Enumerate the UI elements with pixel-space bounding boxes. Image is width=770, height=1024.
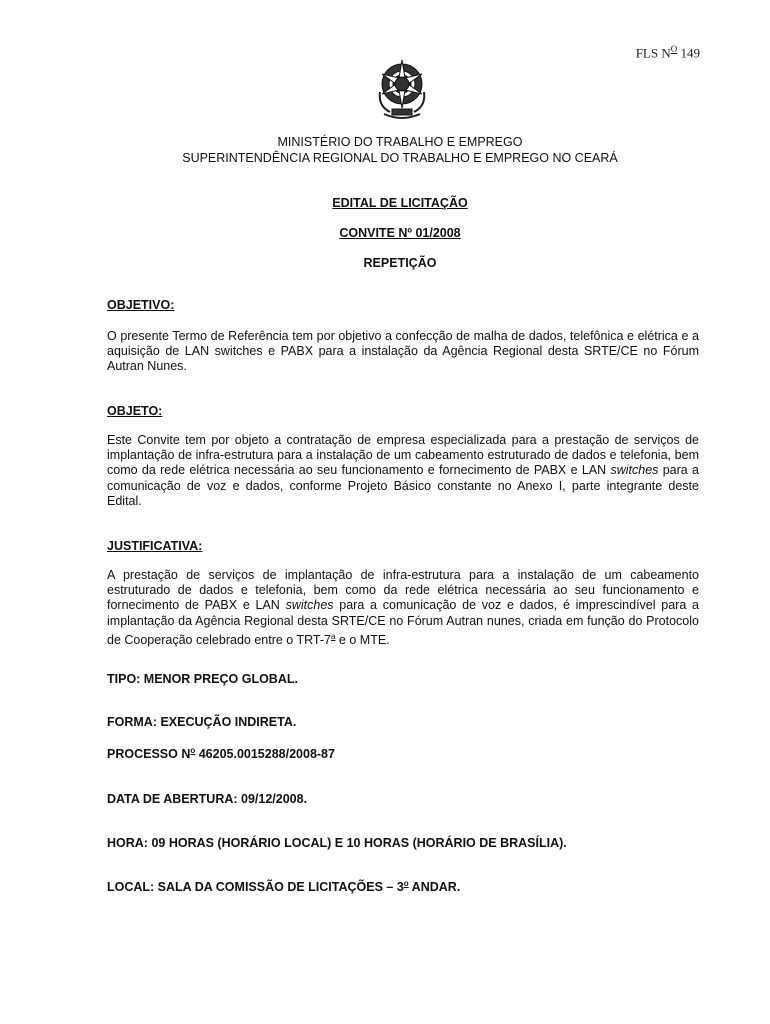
objetivo-text: O presente Termo de Referência tem por objetivo a confecção de malha de dados, telefônica e elétrica e a aquisição de LAN switches e PABX para a instalação da Agência Regional desta SRTE/CE no Fórum Autran Nunes. <box>107 329 699 374</box>
ministry-name: MINISTÉRIO DO TRABALHO E EMPREGO <box>277 135 523 149</box>
objetivo-heading: OBJETIVO: <box>107 298 175 312</box>
justificativa-text: A prestação de serviços de implantação de infra-estrutura para a instalação de um cabeamento estruturado de dados e telefonia, bem como da rede elétrica necessária ao seu funcionamento e fornecimento de PABX e LAN switches para a comunicação de voz e dados, é imprescindível para a implantação da Agência Regional desta SRTE/CE no Fórum Autran nunes, criada em função do Protocolo de Cooperação celebrado entre o TRT-7$^a$ e o MTE. <box>107 568 700 647</box>
coat-of-arms-icon <box>374 54 430 124</box>
data-abertura-line: DATA DE ABERTURA: 09/12/2008. <box>107 792 308 806</box>
tipo-line: TIPO: MENOR PREÇO GLOBAL. <box>107 672 298 686</box>
processo-line: PROCESSO $N^o$ 46205.0015288/2008-87 <box>107 746 335 762</box>
objeto-heading: OBJETO: <box>107 404 163 418</box>
forma-line: FORMA: EXECUÇÃO INDIRETA. <box>107 715 297 729</box>
repeticao-title: REPETIÇÃO <box>363 256 437 270</box>
edital-title: EDITAL DE LICITAÇÃO <box>332 196 468 210</box>
objeto-text: Este Convite tem por objeto a contratação de empresa especializada para a prestação de serviços de implantação de infra-estrutura para a instalação de um cabeamento estruturado de dados e telefonia, bem como da rede elétrica necessária ao seu funcionamento e fornecimento de PABX e LAN switches para a comunicação de voz e dados, conforme Projeto Básico constante no Anexo I, parte integrante deste Edital. <box>107 433 699 508</box>
superintendency-name: SUPERINTENDÊNCIA REGIONAL DO TRABALHO E EMPREGO NO CEARÁ <box>182 151 618 165</box>
hora-line: HORA: 09 HORAS (HORÁRIO LOCAL) E 10 HORAS (HORÁRIO DE BRASÍLIA). <box>107 836 567 850</box>
local-line: LOCAL: SALA DA COMISSÃO DE LICITAÇÕES – 3$^o$ ANDAR. <box>107 879 461 895</box>
folio-number: FLS $N^O$ 149 <box>635 44 700 61</box>
convite-title: CONVITE Nº 01/2008 <box>339 226 461 240</box>
justificativa-heading: JUSTIFICATIVA: <box>107 539 203 553</box>
